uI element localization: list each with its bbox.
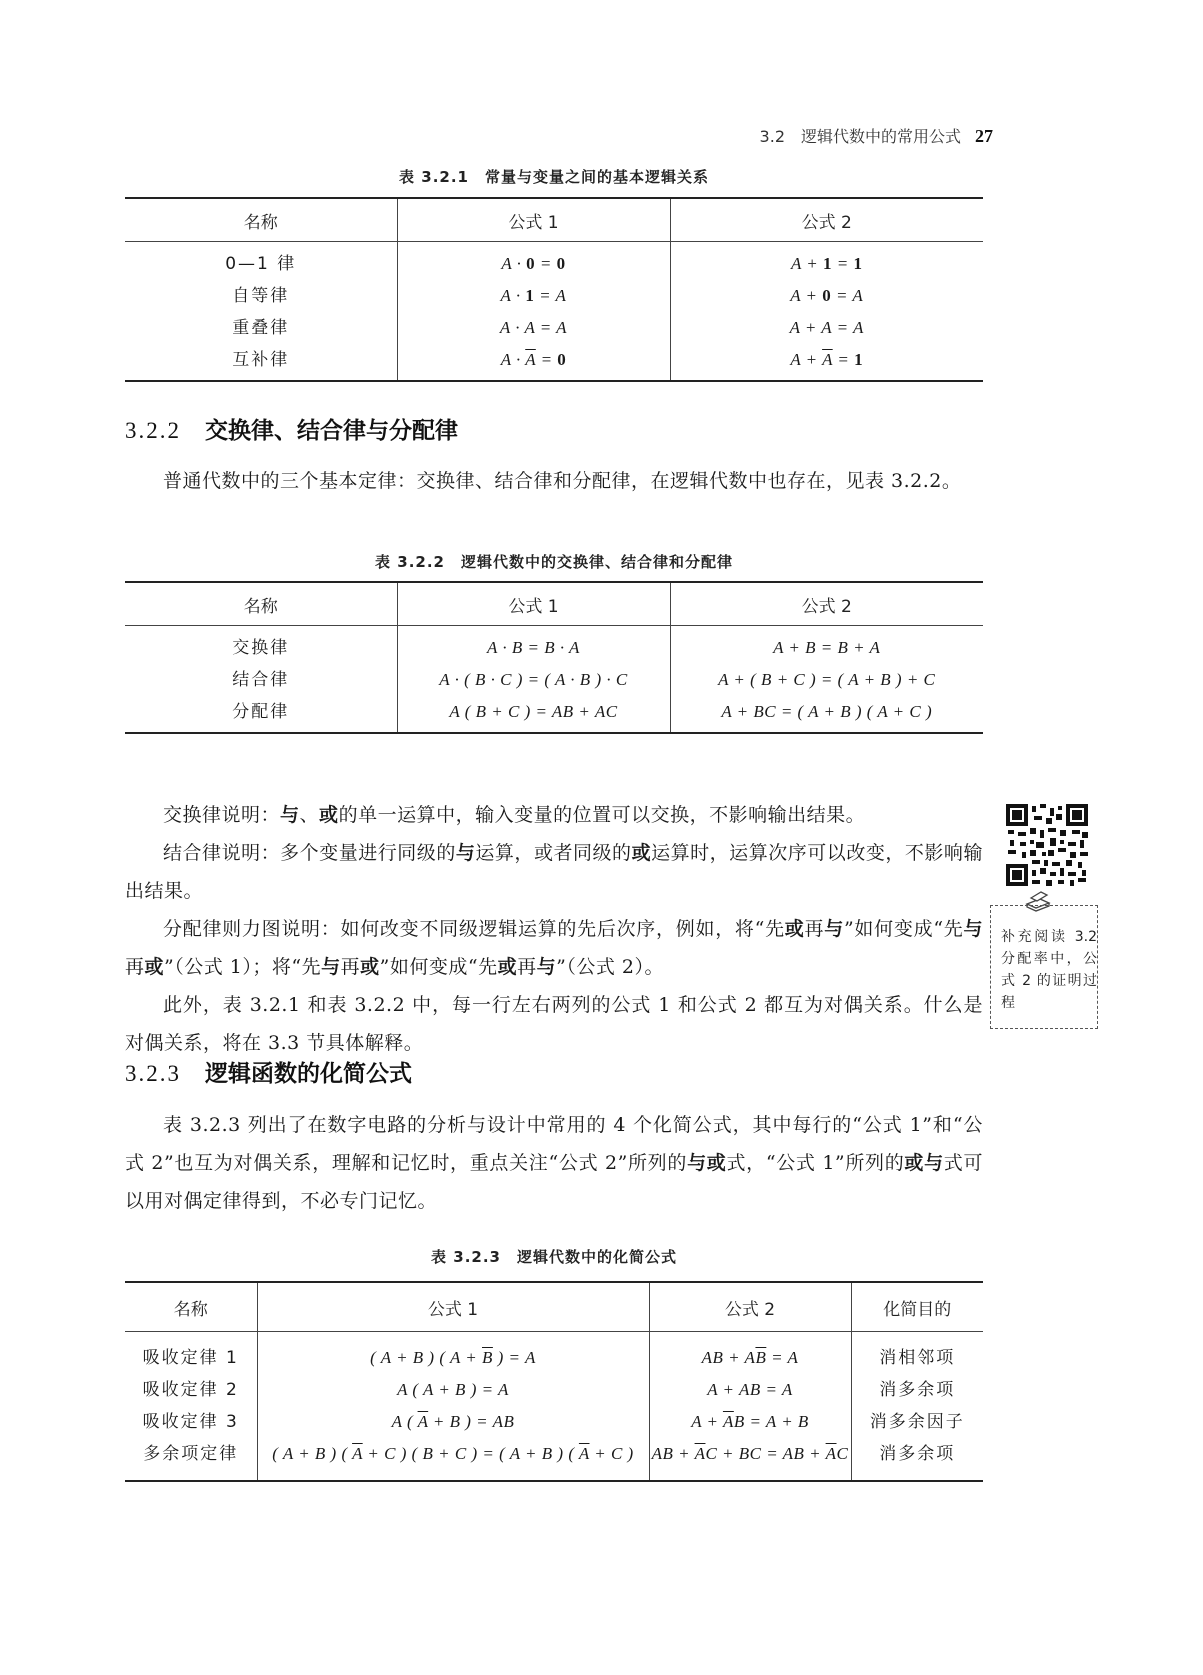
text: 的单一运算中，输入变量的位置可以交换，不影响输出结果。 [338,804,866,826]
table3-name: 吸收定律 2 [142,1380,239,1400]
paragraph-intro-3-2-3 [125,1106,983,1220]
section-title: 逻辑函数的化简公式 [205,1061,412,1087]
table1-names-cell [125,242,397,382]
table3-header-row [125,1282,983,1332]
text: ”（公式 1）；将“先 [164,956,322,978]
table2-formula: A ( B + C ) = AB + AC [449,702,618,721]
bold-text: 与 [321,956,341,978]
supplementary-reading-text: 补充阅读 3.2 分配率中，公式 2 的证明过程 [1001,929,1097,1011]
running-head [760,124,993,147]
text: 、 [299,804,320,826]
paragraph-intro-3-2-2: 普通代数中的三个基本定律：交换律、结合律和分配律，在逻辑代数中也存在，见表 3.2.2。 [163,470,962,492]
bold-text: 或 [360,956,380,978]
section-number: 3.2.3 [125,1061,181,1086]
text: 分配律则力图说明：如何改变不同级逻辑运算的先后次序，例如，将“先 [163,918,785,940]
bold-text: 或 [784,918,805,940]
table3 [125,1281,983,1482]
table3-formula: A + AB = A [707,1380,793,1399]
table1-formula: A + 0 = A [790,286,864,305]
page-number: 27 [975,126,993,146]
table3-name: 吸收定律 1 [142,1348,239,1368]
bold-text: 或 [144,956,165,978]
table1-formula: $A + \overline{A} = 1$ [790,350,864,369]
table2 [125,581,983,734]
bold-text: 与 [824,918,844,940]
table3-header-formula1: 公式 1 [257,1282,649,1332]
table1-header-name: 名称 [125,198,397,242]
text: 交换律说明： [163,804,281,826]
paragraph-commutative [125,796,983,834]
table2-name: 交换律 [232,638,290,658]
bold-text: 或 [319,804,339,826]
table2-names-cell [125,626,397,734]
table3-formula2-cell [649,1332,851,1482]
text: 运算，或者同级的 [475,842,632,864]
table2-name: 分配律 [232,702,290,722]
qr-code-icon[interactable] [1006,804,1088,886]
table3-name: 多余项定律 [143,1444,239,1464]
table3-formula1-cell [257,1332,649,1482]
table1-formula: A · 0 = 0 [501,254,566,273]
table1-name: 0—1 律 [225,254,297,274]
text: 运算时，运算次序可以改变，不影响输出结果。 [125,842,983,902]
table3-header-formula2: 公式 2 [649,1282,851,1332]
text: 结合律说明：多个变量进行同级的 [163,842,456,864]
table1-caption: 表 3.2.1 常量与变量之间的基本逻辑关系 [399,168,709,186]
paragraph-distributive [125,910,983,986]
table3-names-cell [125,1332,257,1482]
bold-text: 与或 [687,1152,727,1174]
table3-purpose: 消多余项 [879,1380,956,1400]
table2-header-formula1: 公式 1 [397,582,670,626]
bold-text: 与 [536,956,557,978]
text: 表 3.2.3 列出了在数字电路的分析与设计中常用的 4 个化简公式，其中每行的“公式 1”和“公式 2”也互为对偶关系，理解和记忆时，重点关注“公式 2”所列的 [125,1114,983,1174]
supplementary-reading-note[interactable] [990,905,1098,1029]
table2-formula: A + B = B + A [773,638,881,657]
table2-name: 结合律 [232,670,290,690]
table3-purpose: 消多余因子 [869,1412,965,1432]
table3-caption: 表 3.2.3 逻辑代数中的化简公式 [431,1248,677,1266]
table1-header-row [125,198,983,242]
table3-formula: AB + $\overline{A}C$ + BC = AB + $\overline{A}C$ [651,1444,849,1463]
bold-text: 与 [280,804,300,826]
text: ”如何变成“先 [379,956,498,978]
table1 [125,197,983,382]
table2-body-row [125,626,983,734]
table2-formula1-cell [397,626,670,734]
section-title: 交换律、结合律与分配律 [205,418,458,444]
table3-header-purpose: 化简目的 [851,1282,983,1332]
bold-text: 或 [497,956,518,978]
table1-formula: A + A = A [789,318,864,337]
table1-formula: A · A = A [499,318,568,337]
table3-formula: A ( A + B ) = A [397,1380,509,1399]
text: 再 [517,956,537,978]
table3-purposes-cell [851,1332,983,1482]
table2-formula2-cell [670,626,983,734]
table2-formula: A · B = B · A [487,638,580,657]
table1-formula1-cell [397,242,670,382]
table3-formula: $A + \overline{A}B = A + B$ [691,1412,809,1431]
table2-formula: A + ( B + C ) = ( A + B ) + C [718,670,936,689]
text: 再 [340,956,361,978]
table1-formula: $A \cdot \overline{A} = 0$ [500,350,567,369]
section-heading-3-2-3 [125,1055,412,1088]
text: 式可以用对偶定律得到，不必专门记忆。 [125,1152,983,1212]
table3-formula: ( A + B ) ( $\overline{A} + C$ ) ( B + C ) = ( A + B ) ( $\overline{A} + C$ ) [272,1444,634,1463]
bold-text: 或 [631,842,652,864]
text: ”如何变成“先 [844,918,964,940]
table1-formula: A + 1 = 1 [790,254,863,273]
table2-header-name: 名称 [125,582,397,626]
bold-text: 与 [455,842,476,864]
text: ”（公式 2）。 [556,956,664,978]
running-head-section: 3.2 逻辑代数中的常用公式 [759,127,961,146]
table2-formula: A · ( B · C ) = ( A · B ) · C [439,670,628,689]
text: 再 [804,918,825,940]
text: 式，“公式 1”所列的 [726,1152,905,1174]
table1-header-formula1: 公式 1 [397,198,670,242]
table3-header-name: 名称 [125,1282,257,1332]
table1-formula2-cell [670,242,983,382]
table2-formula: A + BC = ( A + B ) ( A + C ) [721,702,933,721]
table3-formula: ( A + B ) ( $A + \overline{B}$ ) = A [370,1348,536,1367]
table3-formula: A ( $\overline{A} + B$ ) = AB [391,1412,515,1431]
table2-caption: 表 3.2.2 逻辑代数中的交换律、结合律和分配律 [375,553,733,571]
table3-body-row [125,1332,983,1482]
table1-name: 重叠律 [232,318,290,338]
table2-header-formula2: 公式 2 [670,582,983,626]
section-number: 3.2.2 [125,418,181,443]
table1-formula: A · 1 = A [500,286,567,305]
table3-formula: AB + $A\overline{B} = A$ [701,1348,799,1367]
paragraph-associative [125,834,983,910]
table3-purpose: 消相邻项 [879,1348,956,1368]
bold-text: 与 [963,918,983,940]
table1-body-row [125,242,983,382]
table3-name: 吸收定律 3 [142,1412,239,1432]
text: 再 [125,956,145,978]
paragraph-duality: 此外，表 3.2.1 和表 3.2.2 中，每一行左右两列的公式 1 和公式 2 都互为对偶关系。什么是对偶关系，将在 3.3 节具体解释。 [125,994,983,1054]
table1-name: 互补律 [232,350,290,370]
table2-header-row [125,582,983,626]
section-heading-3-2-2 [125,412,458,445]
table1-header-formula2: 公式 2 [670,198,983,242]
table1-name: 自等律 [232,286,290,306]
table3-purpose: 消多余项 [879,1444,956,1464]
bold-text: 或与 [904,1152,944,1174]
